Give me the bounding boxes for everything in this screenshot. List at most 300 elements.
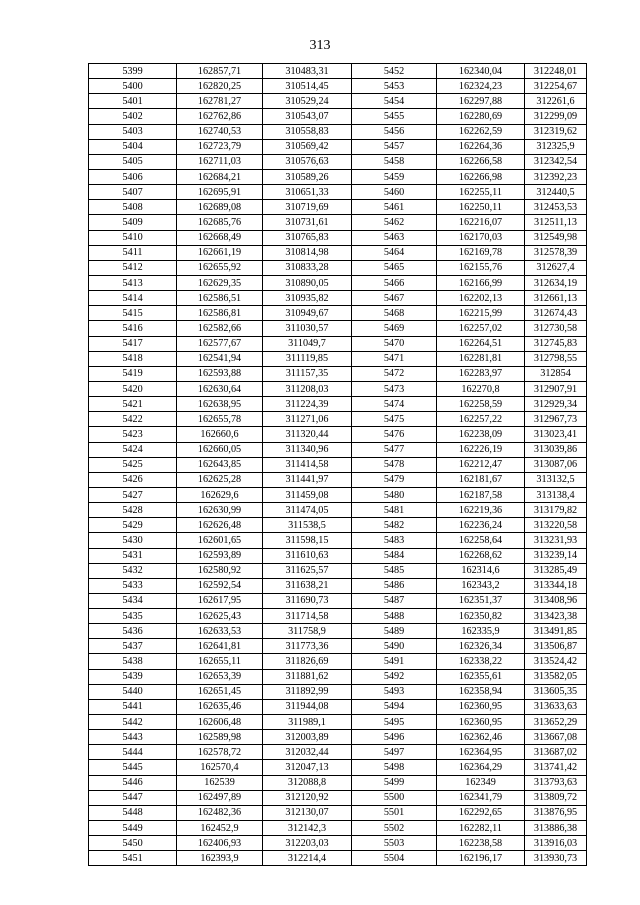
point-number-cell: 5476 — [352, 427, 437, 442]
y-coordinate-cell: 313231,93 — [525, 533, 587, 548]
page-number: 313 — [309, 38, 331, 53]
y-coordinate-cell: 311773,36 — [263, 639, 352, 654]
point-number-cell: 5465 — [352, 260, 437, 275]
point-number-cell: 5407 — [89, 185, 177, 200]
table-row — [89, 291, 587, 306]
y-coordinate-cell: 312047,13 — [263, 760, 352, 775]
table-row — [89, 64, 587, 79]
y-coordinate-cell: 310589,26 — [263, 169, 352, 184]
x-coordinate-cell: 162582,66 — [177, 321, 263, 336]
point-number-cell: 5435 — [89, 609, 177, 624]
table-row — [89, 563, 587, 578]
x-coordinate-cell: 162264,36 — [437, 139, 525, 154]
point-number-cell: 5449 — [89, 821, 177, 836]
table-row — [89, 169, 587, 184]
y-coordinate-cell: 310483,31 — [263, 64, 352, 79]
y-coordinate-cell: 313239,14 — [525, 548, 587, 563]
point-number-cell: 5462 — [352, 215, 437, 230]
point-number-cell: 5481 — [352, 503, 437, 518]
point-number-cell: 5419 — [89, 366, 177, 381]
table-row — [89, 457, 587, 472]
table-row — [89, 593, 587, 608]
y-coordinate-cell: 311320,44 — [263, 427, 352, 442]
y-coordinate-cell: 310833,28 — [263, 260, 352, 275]
y-coordinate-cell: 313491,85 — [525, 624, 587, 639]
x-coordinate-cell: 162257,22 — [437, 412, 525, 427]
y-coordinate-cell: 313886,38 — [525, 821, 587, 836]
x-coordinate-cell: 162341,79 — [437, 790, 525, 805]
y-coordinate-cell: 310731,61 — [263, 215, 352, 230]
y-coordinate-cell: 310719,69 — [263, 200, 352, 215]
y-coordinate-cell: 313930,73 — [525, 851, 587, 866]
x-coordinate-cell: 162358,94 — [437, 684, 525, 699]
point-number-cell: 5406 — [89, 169, 177, 184]
x-coordinate-cell: 162258,64 — [437, 533, 525, 548]
table-row — [89, 805, 587, 820]
table-row — [89, 79, 587, 94]
y-coordinate-cell: 312661,13 — [525, 291, 587, 306]
point-number-cell: 5479 — [352, 472, 437, 487]
y-coordinate-cell: 313876,95 — [525, 805, 587, 820]
y-coordinate-cell: 310651,33 — [263, 185, 352, 200]
y-coordinate-cell: 312032,44 — [263, 745, 352, 760]
point-number-cell: 5468 — [352, 306, 437, 321]
x-coordinate-cell: 162617,95 — [177, 593, 263, 608]
table-row — [89, 275, 587, 290]
y-coordinate-cell: 313039,86 — [525, 442, 587, 457]
y-coordinate-cell: 312511,13 — [525, 215, 587, 230]
x-coordinate-cell: 162335,9 — [437, 624, 525, 639]
x-coordinate-cell: 162364,29 — [437, 760, 525, 775]
x-coordinate-cell: 162262,59 — [437, 124, 525, 139]
y-coordinate-cell: 313285,49 — [525, 563, 587, 578]
x-coordinate-cell: 162283,97 — [437, 366, 525, 381]
x-coordinate-cell: 162452,9 — [177, 821, 263, 836]
x-coordinate-cell: 162586,51 — [177, 291, 263, 306]
y-coordinate-cell: 311638,21 — [263, 578, 352, 593]
point-number-cell: 5408 — [89, 200, 177, 215]
point-number-cell: 5417 — [89, 336, 177, 351]
point-number-cell: 5428 — [89, 503, 177, 518]
table-row — [89, 336, 587, 351]
x-coordinate-cell: 162592,54 — [177, 578, 263, 593]
point-number-cell: 5412 — [89, 260, 177, 275]
x-coordinate-cell: 162723,79 — [177, 139, 263, 154]
y-coordinate-cell: 311459,08 — [263, 487, 352, 502]
point-number-cell: 5421 — [89, 397, 177, 412]
x-coordinate-cell: 162638,95 — [177, 397, 263, 412]
x-coordinate-cell: 162668,49 — [177, 230, 263, 245]
y-coordinate-cell: 313423,38 — [525, 609, 587, 624]
table-row — [89, 745, 587, 760]
y-coordinate-cell: 311944,08 — [263, 699, 352, 714]
x-coordinate-cell: 162578,72 — [177, 745, 263, 760]
point-number-cell: 5427 — [89, 487, 177, 502]
x-coordinate-cell: 162625,43 — [177, 609, 263, 624]
table-row — [89, 533, 587, 548]
x-coordinate-cell: 162593,89 — [177, 548, 263, 563]
y-coordinate-cell: 313506,87 — [525, 639, 587, 654]
table-row — [89, 639, 587, 654]
y-coordinate-cell: 312854 — [525, 366, 587, 381]
y-coordinate-cell: 312299,09 — [525, 109, 587, 124]
point-number-cell: 5463 — [352, 230, 437, 245]
y-coordinate-cell: 310514,45 — [263, 79, 352, 94]
point-number-cell: 5431 — [89, 548, 177, 563]
x-coordinate-cell: 162653,39 — [177, 669, 263, 684]
x-coordinate-cell: 162406,93 — [177, 836, 263, 851]
table-row — [89, 760, 587, 775]
y-coordinate-cell: 312142,3 — [263, 821, 352, 836]
point-number-cell: 5423 — [89, 427, 177, 442]
y-coordinate-cell: 312130,07 — [263, 805, 352, 820]
point-number-cell: 5444 — [89, 745, 177, 760]
y-coordinate-cell: 310814,98 — [263, 245, 352, 260]
y-coordinate-cell: 310576,63 — [263, 154, 352, 169]
coordinates-table — [88, 63, 587, 866]
point-number-cell: 5486 — [352, 578, 437, 593]
x-coordinate-cell: 162360,95 — [437, 715, 525, 730]
table-row — [89, 381, 587, 396]
x-coordinate-cell: 162633,53 — [177, 624, 263, 639]
x-coordinate-cell: 162364,95 — [437, 745, 525, 760]
y-coordinate-cell: 310543,07 — [263, 109, 352, 124]
point-number-cell: 5446 — [89, 775, 177, 790]
point-number-cell: 5443 — [89, 730, 177, 745]
y-coordinate-cell: 311030,57 — [263, 321, 352, 336]
x-coordinate-cell: 162586,81 — [177, 306, 263, 321]
table-row — [89, 821, 587, 836]
x-coordinate-cell: 162660,05 — [177, 442, 263, 457]
y-coordinate-cell: 313524,42 — [525, 654, 587, 669]
point-number-cell: 5483 — [352, 533, 437, 548]
x-coordinate-cell: 162187,58 — [437, 487, 525, 502]
x-coordinate-cell: 162236,24 — [437, 518, 525, 533]
x-coordinate-cell: 162338,22 — [437, 654, 525, 669]
point-number-cell: 5405 — [89, 154, 177, 169]
y-coordinate-cell: 312453,53 — [525, 200, 587, 215]
table-row — [89, 503, 587, 518]
table-row — [89, 578, 587, 593]
y-coordinate-cell: 313605,35 — [525, 684, 587, 699]
y-coordinate-cell: 312214,4 — [263, 851, 352, 866]
table-row — [89, 472, 587, 487]
x-coordinate-cell: 162350,82 — [437, 609, 525, 624]
y-coordinate-cell: 310765,83 — [263, 230, 352, 245]
y-coordinate-cell: 311881,62 — [263, 669, 352, 684]
point-number-cell: 5492 — [352, 669, 437, 684]
x-coordinate-cell: 162280,69 — [437, 109, 525, 124]
x-coordinate-cell: 162589,98 — [177, 730, 263, 745]
table-row — [89, 518, 587, 533]
point-number-cell: 5448 — [89, 805, 177, 820]
y-coordinate-cell: 312342,54 — [525, 154, 587, 169]
point-number-cell: 5430 — [89, 533, 177, 548]
y-coordinate-cell: 311690,73 — [263, 593, 352, 608]
x-coordinate-cell: 162266,58 — [437, 154, 525, 169]
point-number-cell: 5442 — [89, 715, 177, 730]
point-number-cell: 5447 — [89, 790, 177, 805]
x-coordinate-cell: 162349 — [437, 775, 525, 790]
point-number-cell: 5459 — [352, 169, 437, 184]
x-coordinate-cell: 162655,92 — [177, 260, 263, 275]
point-number-cell: 5478 — [352, 457, 437, 472]
x-coordinate-cell: 162625,28 — [177, 472, 263, 487]
x-coordinate-cell: 162820,25 — [177, 79, 263, 94]
point-number-cell: 5499 — [352, 775, 437, 790]
y-coordinate-cell: 313138,4 — [525, 487, 587, 502]
y-coordinate-cell: 312627,4 — [525, 260, 587, 275]
y-coordinate-cell: 312578,39 — [525, 245, 587, 260]
table-row — [89, 321, 587, 336]
x-coordinate-cell: 162781,27 — [177, 94, 263, 109]
x-coordinate-cell: 162166,99 — [437, 275, 525, 290]
point-number-cell: 5418 — [89, 351, 177, 366]
y-coordinate-cell: 311714,58 — [263, 609, 352, 624]
point-number-cell: 5410 — [89, 230, 177, 245]
x-coordinate-cell: 162355,61 — [437, 669, 525, 684]
y-coordinate-cell: 311224,39 — [263, 397, 352, 412]
table-row — [89, 109, 587, 124]
y-coordinate-cell: 311157,35 — [263, 366, 352, 381]
x-coordinate-cell: 162685,76 — [177, 215, 263, 230]
point-number-cell: 5403 — [89, 124, 177, 139]
y-coordinate-cell: 313633,63 — [525, 699, 587, 714]
point-number-cell: 5432 — [89, 563, 177, 578]
x-coordinate-cell: 162212,47 — [437, 457, 525, 472]
point-number-cell: 5474 — [352, 397, 437, 412]
y-coordinate-cell: 312319,62 — [525, 124, 587, 139]
point-number-cell: 5482 — [352, 518, 437, 533]
x-coordinate-cell: 162626,48 — [177, 518, 263, 533]
y-coordinate-cell: 313023,41 — [525, 427, 587, 442]
x-coordinate-cell: 162226,19 — [437, 442, 525, 457]
x-coordinate-cell: 162362,46 — [437, 730, 525, 745]
x-coordinate-cell: 162740,53 — [177, 124, 263, 139]
y-coordinate-cell: 310890,05 — [263, 275, 352, 290]
point-number-cell: 5457 — [352, 139, 437, 154]
x-coordinate-cell: 162351,37 — [437, 593, 525, 608]
y-coordinate-cell: 313809,72 — [525, 790, 587, 805]
point-number-cell: 5502 — [352, 821, 437, 836]
y-coordinate-cell: 312730,58 — [525, 321, 587, 336]
point-number-cell: 5409 — [89, 215, 177, 230]
y-coordinate-cell: 312634,19 — [525, 275, 587, 290]
y-coordinate-cell: 313220,58 — [525, 518, 587, 533]
y-coordinate-cell: 312440,5 — [525, 185, 587, 200]
point-number-cell: 5489 — [352, 624, 437, 639]
y-coordinate-cell: 313087,06 — [525, 457, 587, 472]
table-row — [89, 790, 587, 805]
x-coordinate-cell: 162360,95 — [437, 699, 525, 714]
point-number-cell: 5494 — [352, 699, 437, 714]
y-coordinate-cell: 311625,57 — [263, 563, 352, 578]
y-coordinate-cell: 312003,89 — [263, 730, 352, 745]
point-number-cell: 5411 — [89, 245, 177, 260]
y-coordinate-cell: 312674,43 — [525, 306, 587, 321]
point-number-cell: 5436 — [89, 624, 177, 639]
x-coordinate-cell: 162655,11 — [177, 654, 263, 669]
y-coordinate-cell: 312261,6 — [525, 94, 587, 109]
point-number-cell: 5469 — [352, 321, 437, 336]
x-coordinate-cell: 162257,02 — [437, 321, 525, 336]
table-row — [89, 548, 587, 563]
point-number-cell: 5456 — [352, 124, 437, 139]
table-row — [89, 351, 587, 366]
point-number-cell: 5452 — [352, 64, 437, 79]
x-coordinate-cell: 162170,03 — [437, 230, 525, 245]
y-coordinate-cell: 310949,67 — [263, 306, 352, 321]
point-number-cell: 5471 — [352, 351, 437, 366]
y-coordinate-cell: 312392,23 — [525, 169, 587, 184]
y-coordinate-cell: 312248,01 — [525, 64, 587, 79]
table-row — [89, 200, 587, 215]
point-number-cell: 5485 — [352, 563, 437, 578]
y-coordinate-cell: 313916,03 — [525, 836, 587, 851]
x-coordinate-cell: 162655,78 — [177, 412, 263, 427]
x-coordinate-cell: 162630,99 — [177, 503, 263, 518]
x-coordinate-cell: 162340,04 — [437, 64, 525, 79]
x-coordinate-cell: 162541,94 — [177, 351, 263, 366]
x-coordinate-cell: 162202,13 — [437, 291, 525, 306]
x-coordinate-cell: 162324,23 — [437, 79, 525, 94]
y-coordinate-cell: 313344,18 — [525, 578, 587, 593]
y-coordinate-cell: 311892,99 — [263, 684, 352, 699]
point-number-cell: 5467 — [352, 291, 437, 306]
x-coordinate-cell: 162684,21 — [177, 169, 263, 184]
y-coordinate-cell: 312254,67 — [525, 79, 587, 94]
point-number-cell: 5425 — [89, 457, 177, 472]
y-coordinate-cell: 311049,7 — [263, 336, 352, 351]
table-row — [89, 851, 587, 866]
x-coordinate-cell: 162393,9 — [177, 851, 263, 866]
point-number-cell: 5455 — [352, 109, 437, 124]
point-number-cell: 5477 — [352, 442, 437, 457]
y-coordinate-cell: 313667,08 — [525, 730, 587, 745]
y-coordinate-cell: 312745,83 — [525, 336, 587, 351]
point-number-cell: 5404 — [89, 139, 177, 154]
x-coordinate-cell: 162181,67 — [437, 472, 525, 487]
point-number-cell: 5424 — [89, 442, 177, 457]
point-number-cell: 5501 — [352, 805, 437, 820]
y-coordinate-cell: 312549,98 — [525, 230, 587, 245]
table-row — [89, 412, 587, 427]
y-coordinate-cell: 313793,63 — [525, 775, 587, 790]
point-number-cell: 5493 — [352, 684, 437, 699]
x-coordinate-cell: 162857,71 — [177, 64, 263, 79]
x-coordinate-cell: 162629,35 — [177, 275, 263, 290]
point-number-cell: 5450 — [89, 836, 177, 851]
x-coordinate-cell: 162326,34 — [437, 639, 525, 654]
table-row — [89, 154, 587, 169]
x-coordinate-cell: 162660,6 — [177, 427, 263, 442]
y-coordinate-cell: 310529,24 — [263, 94, 352, 109]
y-coordinate-cell: 312325,9 — [525, 139, 587, 154]
point-number-cell: 5464 — [352, 245, 437, 260]
table-row — [89, 230, 587, 245]
x-coordinate-cell: 162169,78 — [437, 245, 525, 260]
table-row — [89, 397, 587, 412]
y-coordinate-cell: 311598,15 — [263, 533, 352, 548]
x-coordinate-cell: 162215,99 — [437, 306, 525, 321]
y-coordinate-cell: 313408,96 — [525, 593, 587, 608]
x-coordinate-cell: 162635,46 — [177, 699, 263, 714]
point-number-cell: 5460 — [352, 185, 437, 200]
x-coordinate-cell: 162255,11 — [437, 185, 525, 200]
table-row — [89, 487, 587, 502]
x-coordinate-cell: 162606,48 — [177, 715, 263, 730]
point-number-cell: 5458 — [352, 154, 437, 169]
point-number-cell: 5472 — [352, 366, 437, 381]
x-coordinate-cell: 162593,88 — [177, 366, 263, 381]
point-number-cell: 5400 — [89, 79, 177, 94]
x-coordinate-cell: 162661,19 — [177, 245, 263, 260]
point-number-cell: 5439 — [89, 669, 177, 684]
point-number-cell: 5413 — [89, 275, 177, 290]
coordinates-table-body — [89, 64, 587, 866]
point-number-cell: 5470 — [352, 336, 437, 351]
y-coordinate-cell: 312120,92 — [263, 790, 352, 805]
y-coordinate-cell: 312203,03 — [263, 836, 352, 851]
point-number-cell: 5504 — [352, 851, 437, 866]
y-coordinate-cell: 312088,8 — [263, 775, 352, 790]
y-coordinate-cell: 311826,69 — [263, 654, 352, 669]
table-row — [89, 215, 587, 230]
point-number-cell: 5426 — [89, 472, 177, 487]
table-row — [89, 185, 587, 200]
x-coordinate-cell: 162629,6 — [177, 487, 263, 502]
x-coordinate-cell: 162297,88 — [437, 94, 525, 109]
x-coordinate-cell: 162268,62 — [437, 548, 525, 563]
y-coordinate-cell: 311989,1 — [263, 715, 352, 730]
point-number-cell: 5480 — [352, 487, 437, 502]
x-coordinate-cell: 162270,8 — [437, 381, 525, 396]
point-number-cell: 5433 — [89, 578, 177, 593]
x-coordinate-cell: 162264,51 — [437, 336, 525, 351]
point-number-cell: 5453 — [352, 79, 437, 94]
point-number-cell: 5490 — [352, 639, 437, 654]
table-row — [89, 684, 587, 699]
x-coordinate-cell: 162601,65 — [177, 533, 263, 548]
x-coordinate-cell: 162497,89 — [177, 790, 263, 805]
y-coordinate-cell: 313582,05 — [525, 669, 587, 684]
point-number-cell: 5461 — [352, 200, 437, 215]
x-coordinate-cell: 162651,45 — [177, 684, 263, 699]
table-row — [89, 442, 587, 457]
table-row — [89, 245, 587, 260]
x-coordinate-cell: 162219,36 — [437, 503, 525, 518]
point-number-cell: 5475 — [352, 412, 437, 427]
point-number-cell: 5420 — [89, 381, 177, 396]
y-coordinate-cell: 311119,85 — [263, 351, 352, 366]
x-coordinate-cell: 162281,81 — [437, 351, 525, 366]
x-coordinate-cell: 162196,17 — [437, 851, 525, 866]
y-coordinate-cell: 310558,83 — [263, 124, 352, 139]
x-coordinate-cell: 162238,09 — [437, 427, 525, 442]
y-coordinate-cell: 313179,82 — [525, 503, 587, 518]
point-number-cell: 5445 — [89, 760, 177, 775]
point-number-cell: 5434 — [89, 593, 177, 608]
y-coordinate-cell: 310935,82 — [263, 291, 352, 306]
table-row — [89, 260, 587, 275]
x-coordinate-cell: 162630,64 — [177, 381, 263, 396]
y-coordinate-cell: 313741,42 — [525, 760, 587, 775]
point-number-cell: 5466 — [352, 275, 437, 290]
table-row — [89, 427, 587, 442]
x-coordinate-cell: 162282,11 — [437, 821, 525, 836]
y-coordinate-cell: 311610,63 — [263, 548, 352, 563]
y-coordinate-cell: 313652,29 — [525, 715, 587, 730]
